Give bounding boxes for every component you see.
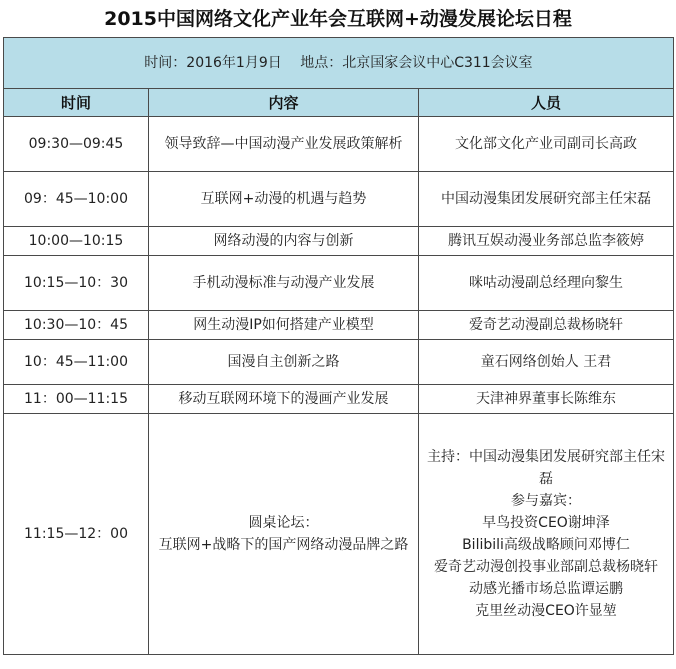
table-row: [4, 311, 674, 340]
session-content: 移动互联网环境下的漫画产业发展: [149, 385, 419, 414]
table-row: [4, 117, 674, 172]
roundtable-label: 圆桌论坛：: [248, 515, 319, 531]
guest-line: 早鸟投资CEO谢坤泽: [482, 515, 610, 531]
table-row: [4, 172, 674, 227]
table-row: [4, 227, 674, 256]
session-content: 网络动漫的内容与创新: [149, 227, 419, 256]
column-header-people: 人员: [419, 89, 674, 117]
session-people: 咪咕动漫副总经理向黎生: [419, 256, 674, 311]
session-people: 童石网络创始人 王君: [419, 340, 674, 385]
roundtable-topic: 互联网+战略下的国产网络动漫品牌之路: [158, 537, 409, 553]
session-time: 09:30—09:45: [4, 117, 149, 172]
session-content: 国漫自主创新之路: [149, 340, 419, 385]
guest-line: 克里丝动漫CEO许显堃: [475, 603, 617, 619]
session-people: 中国动漫集团发展研究部主任宋磊: [419, 172, 674, 227]
session-people: 爱奇艺动漫副总裁杨晓轩: [419, 311, 674, 340]
session-time: 11：00—11:15: [4, 385, 149, 414]
table-row: [4, 256, 674, 311]
session-time: 10:00—10:15: [4, 227, 149, 256]
guest-line: Bilibili高级战略顾问邓博仁: [462, 537, 630, 553]
table-row: [4, 340, 674, 385]
session-content: 手机动漫标准与动漫产业发展: [149, 256, 419, 311]
session-content-roundtable: [149, 414, 419, 655]
table-row: [4, 414, 674, 655]
session-people-list: [419, 414, 674, 655]
guest-line: 动感光播市场总监谭运鹏: [469, 581, 623, 597]
column-header-time: 时间: [4, 89, 149, 117]
session-time: 10：45—11:00: [4, 340, 149, 385]
guest-line: 爱奇艺动漫创投事业部副总裁杨晓轩: [434, 559, 658, 575]
session-time: 10:30—10：45: [4, 311, 149, 340]
session-time: 10:15—10：30: [4, 256, 149, 311]
session-content: 领导致辞—中国动漫产业发展政策解析: [149, 117, 419, 172]
session-time: 11:15—12：00: [4, 414, 149, 655]
page-title: 2015中国网络文化产业年会互联网+动漫发展论坛日程: [104, 8, 572, 30]
table-row: [4, 385, 674, 414]
schedule-table: [3, 37, 674, 655]
session-content: 网生动漫IP如何搭建产业模型: [149, 311, 419, 340]
session-people: 天津神界董事长陈维东: [419, 385, 674, 414]
session-content: 互联网+动漫的机遇与趋势: [149, 172, 419, 227]
guests-label: 参与嘉宾：: [511, 493, 581, 509]
session-time: 09：45—10:00: [4, 172, 149, 227]
session-people: 腾讯互娱动漫业务部总监李筱婷: [419, 227, 674, 256]
session-people: 文化部文化产业司副司长高政: [419, 117, 674, 172]
time-location-info: 时间：2016年1月9日 地点：北京国家会议中心C311会议室: [4, 38, 674, 89]
header-row: [4, 89, 674, 117]
host-line: 主持：中国动漫集团发展研究部主任宋磊: [427, 449, 665, 487]
column-header-content: 内容: [149, 89, 419, 117]
info-row: [4, 38, 674, 89]
